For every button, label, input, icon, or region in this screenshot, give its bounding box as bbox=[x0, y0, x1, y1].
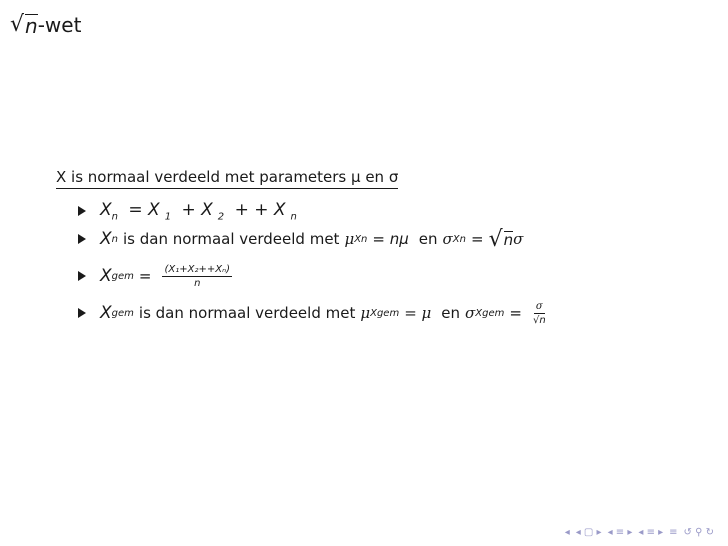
bullet-triangle-icon bbox=[78, 308, 86, 318]
bullet-triangle-icon bbox=[78, 234, 86, 244]
sqrt-symbol: √ bbox=[488, 226, 503, 252]
list-item: X gem = $\frac{\text{(X₁+X₂++Xₙ)}}{n}$ bbox=[78, 253, 546, 299]
bullet-triangle-icon bbox=[78, 206, 86, 216]
title-variable: n bbox=[25, 13, 38, 38]
sqrt-symbol: √ bbox=[10, 12, 25, 37]
fraction: $\frac{\text{(X₁+X₂++Xₙ)}}{n}$ bbox=[164, 263, 230, 289]
slide-title bbox=[10, 12, 81, 37]
nav-search-icon[interactable]: ↺ ⚲ ↻ bbox=[683, 527, 714, 538]
nav-subsection-icon[interactable]: ◂ ≡ ▸ bbox=[607, 527, 633, 538]
title-suffix: -wet bbox=[37, 12, 82, 37]
nav-align-icon[interactable]: ≡ bbox=[669, 527, 678, 538]
block-title: X is normaal verdeeld met parameters μ en σ bbox=[56, 168, 398, 189]
bullet-list bbox=[56, 197, 546, 327]
list-item: X n is dan normaal verdeeld met μ Xn = nμ en σ Xn = √ n σ bbox=[78, 225, 546, 253]
content-block bbox=[56, 168, 546, 327]
bullet-triangle-icon bbox=[78, 271, 86, 281]
nav-first-icon[interactable]: ◂ bbox=[564, 527, 570, 538]
nav-frame-icon[interactable]: ◂ ▢ ▸ bbox=[575, 527, 602, 538]
list-item: $X_n = X$ $_1$ + X $_2$ + + X $_n$ bbox=[78, 197, 546, 225]
beamer-navigation bbox=[565, 527, 714, 538]
list-item: X gem is dan normaal verdeeld met μ Xgem = μ en σ Xgem = $\frac{\sigma}{√n}$ bbox=[78, 299, 546, 327]
nav-section-icon[interactable]: ◂ ≡ ▸ bbox=[638, 527, 664, 538]
fraction: $\frac{\sigma}{√n}$ bbox=[532, 300, 546, 326]
